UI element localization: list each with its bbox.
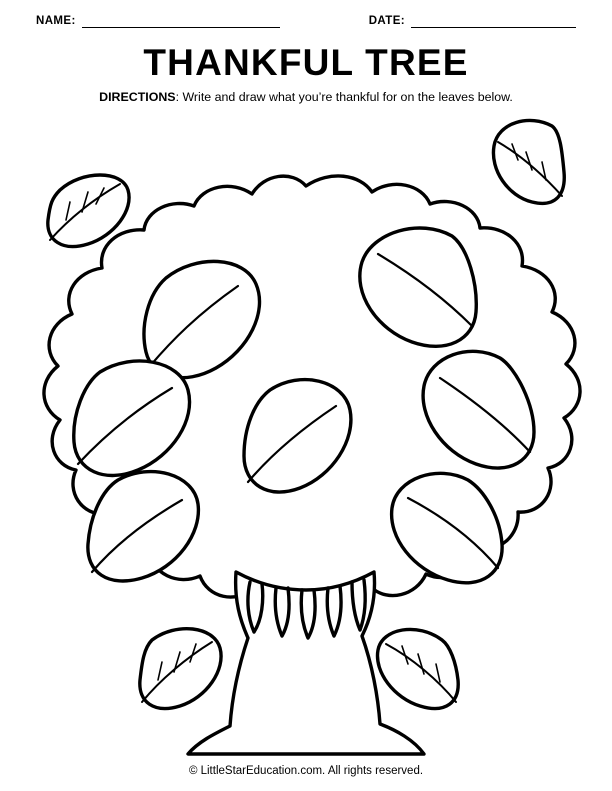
floating-leaf-bottom-left [140, 629, 221, 709]
name-input-line[interactable] [82, 14, 280, 28]
tree-illustration [0, 108, 612, 768]
tree-drawing-svg [0, 108, 612, 768]
floating-leaf-top-right [493, 120, 564, 203]
name-label: NAME: [36, 15, 76, 27]
page-title: THANKFUL TREE [143, 42, 469, 83]
copyright-footer: © LittleStarEducation.com. All rights reserved. [188, 765, 424, 777]
date-input-line[interactable] [411, 14, 576, 28]
floating-leaf-bottom-right [377, 629, 458, 708]
directions-text: : Write and draw what you’re thankful for on the leaves below. [175, 90, 513, 104]
date-field[interactable] [369, 14, 576, 28]
directions-label: DIRECTIONS [99, 90, 176, 104]
header-fields [36, 14, 576, 28]
name-field[interactable] [36, 14, 280, 28]
date-label: DATE: [368, 15, 405, 27]
directions [0, 90, 612, 104]
